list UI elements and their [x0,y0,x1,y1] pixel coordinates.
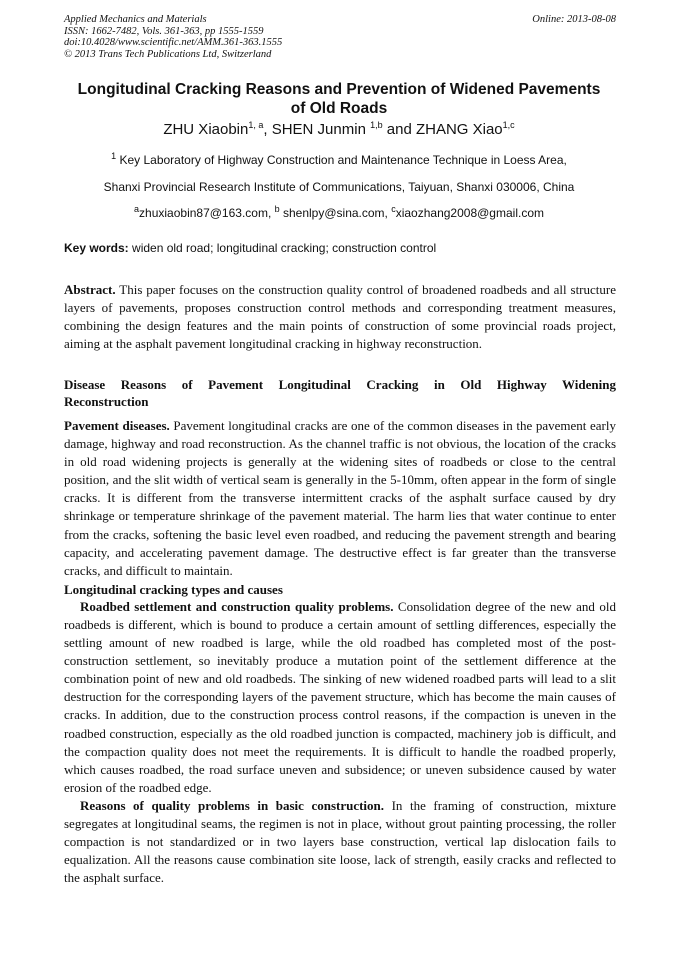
author-2-affiliation-mark: 1,b [370,120,383,130]
author-3: and ZHANG Xiao [382,121,503,138]
abstract [64,281,616,353]
title-line-1: Longitudinal Cracking Reasons and Prevention of Widened Pavements [77,81,601,98]
email-a: zhuxiaobin87@163.com, [139,206,275,220]
author-list [60,120,618,140]
author-1: ZHU Xiaobin [163,121,249,138]
author-2: , SHEN Junmin [263,121,371,138]
email-b: shenlpy@sina.com, [279,206,392,220]
abstract-text: This paper focuses on the construction quality control of broadened roadbeds and all structure layers of pavements, proposes construction control methods and corresponding treatment measures, combining the design features and the main points of construction of some provincial roads project, aiming at the asphalt pavement longitudinal cracking in highway reconstruction. [64,282,616,352]
paragraph-roadbed-settlement: Roadbed settlement and construction quality problems. Consolidation degree of the new and old roadbeds is different, which is bound to produce a certain amount of settling differences, especially the settling amount of new roadbed is large, while the old roadbed has completed most of the post-construction settlement, so inevitably produce a mutation point of the settlement difference at the combination point of new and old roadbeds. The sinking of new widened roadbed parts will lead to a slit destruction for the corresponding layers of the pavement structure, which has become the main causes of cracks. In addition, due to the construction process control reasons, if the compaction is uneven in the roadbed construction, especially as the old roadbed junction is compacted, machinery job is difficult, and the compaction quality does not meet the requirements. It is difficult to handle the roadbed properly, which causes roadbed, the road surface uneven and subsidence; or uneven subsidence caused by water erosion of the roadbed edge. [64,598,616,795]
paragraph-pavement-diseases: Pavement diseases. Pavement longitudinal cracks are one of the common diseases in the pavement early damage, highway and road reconstruction. As the channel traffic is not obvious, the location of the cracks in old road widening projects is generally at the widening sites of roadbeds or close to the central position, and the slit width of vertical seam is generally in the 5-10mm, often appear in the form of single cracks. It is different from the transverse intermittent cracks of the asphalt surface caused by dry shrinkage or temperature shrinkage of the pavement material. The harm lies that water continue to enter from the cracks, softening the basic level even roadbed, and reducing the pavement strength and bearing capacity, and accelerating pavement damage. The destructive effect is far greater than the transverse cracks, and difficult to maintain. [64,418,616,578]
issn-line: ISSN: 1662-7482, Vols. 361-363, pp 1555-1559 [64,25,264,37]
section-heading-line-1: Disease Reasons of Pavement Longitudinal Cracking in Old Highway Widening [64,377,616,392]
keywords [64,241,616,255]
online-date: Online: 2013-08-08 [532,14,616,25]
affiliation-line-1: $^1$ Key Laboratory of Highway Construction and Maintenance Technique in Loess Area, [111,151,567,167]
email-line: $^a$zhuxiaobin87@163.com, $^b$ shenlpy@sina.com, $^c$xiaozhang2008@gmail.com [134,204,544,220]
subsection-heading: Longitudinal cracking types and causes [64,581,283,597]
section-heading-line-2: Reconstruction [64,394,149,409]
doi-line: doi:10.4028/www.scientific.net/AMM.361-363.1555 [64,37,283,48]
copyright-line: © 2013 Trans Tech Publications Ltd, Switzerland [64,48,272,60]
abstract-label: Abstract. [64,282,116,297]
author-1-affiliation-mark: 1, a [248,120,264,130]
keywords-text: widen old road; longitudinal cracking; construction control [128,241,437,255]
section-1 [64,376,616,887]
journal-name: Applied Mechanics and Materials [64,14,207,25]
journal-header [64,14,616,60]
paper-title [60,80,618,118]
title-line-2: of Old Roads [290,100,388,117]
author-3-affiliation-mark: 1,c [502,120,515,130]
email-c: xiaozhang2008@gmail.com [395,206,544,220]
keywords-label: Key words: [64,241,129,255]
paragraph-basic-construction: Reasons of quality problems in basic construction. In the framing of construction, mixture segregates at longitudinal seams, the regimen is not in place, without grout painting processing, the roller compaction is not standardized or in two layers base construction, vertical lap dislocation fails to equalization. All the reasons cause combination site loose, lack of strength, easily cracks and reflected to the asphalt surface. [64,797,616,886]
affiliation-line-2: Shanxi Provincial Research Institute of Communications, Taiyuan, Shanxi 030006, China [103,180,575,194]
affiliation-mark: 1 [111,151,117,161]
